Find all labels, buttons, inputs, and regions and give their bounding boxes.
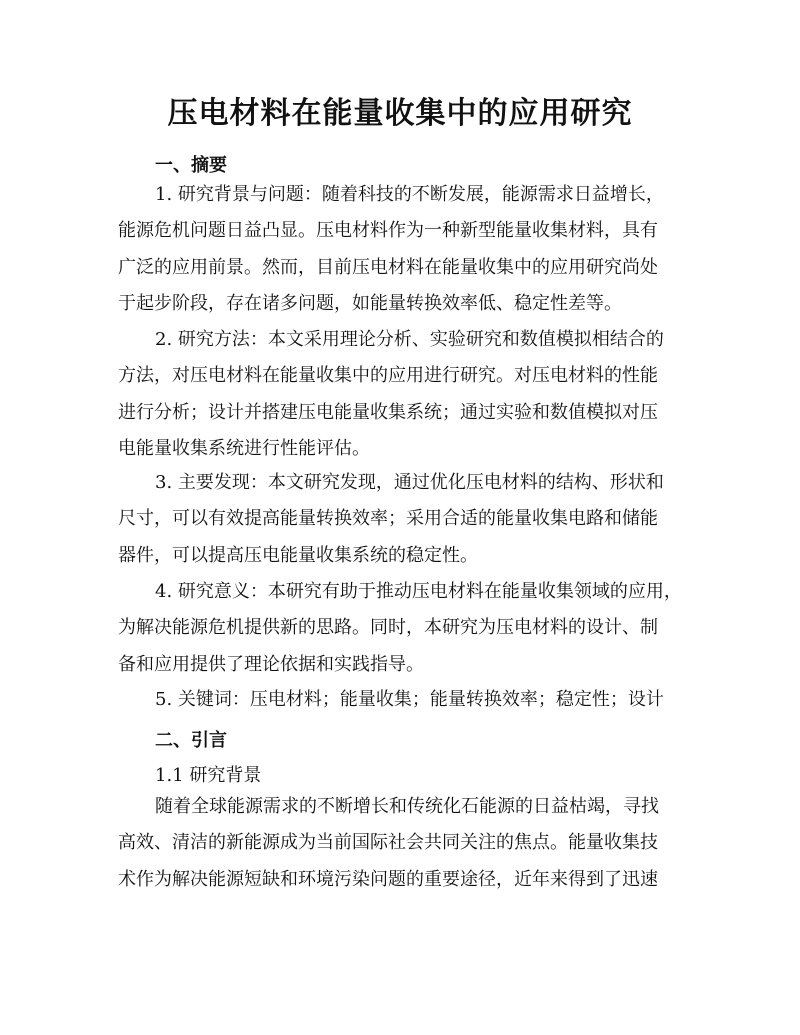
paragraph-line: 5. 关键词：压电材料；能量收集；能量转换效率；稳定性；设计 xyxy=(155,689,664,710)
paragraph-line: 随着全球能源需求的不断增长和传统化石能源的日益枯竭，寻找 xyxy=(155,796,659,817)
paragraph-line: 能源危机问题日益凸显。压电材料作为一种新型能量收集材料，具有 xyxy=(118,220,658,242)
subsection-heading: 1.1 研究背景 xyxy=(155,765,262,786)
paragraph-line: 于起步阶段，存在诸多问题，如能量转换效率低、稳定性差等。 xyxy=(118,292,622,314)
paragraph-keywords xyxy=(118,682,680,718)
paragraph-line: 4. 研究意义：本研究有助于推动压电材料在能量收集领域的应用， xyxy=(155,581,682,602)
paragraph-line: 1. 研究背景与问题：随着科技的不断发展，能源需求日益增长， xyxy=(155,184,664,205)
paragraph-line: 为解决能源危机提供新的思路。同时，本研究为压电材料的设计、制 xyxy=(118,617,658,639)
paragraph-line: 高效、清洁的新能源成为当前国际社会共同关注的焦点。能量收集技 xyxy=(118,832,658,854)
paragraph-line: 电能量收集系统进行性能评估。 xyxy=(118,437,370,459)
paragraph-introduction xyxy=(118,789,680,898)
paragraph-line: 器件，可以提高压电能量收集系统的稳定性。 xyxy=(118,544,478,566)
paragraph-line: 进行分析；设计并搭建压电能量收集系统；通过实验和数值模拟对压 xyxy=(118,401,658,423)
paragraph-line: 方法，对压电材料在能量收集中的应用进行研究。对压电材料的性能 xyxy=(118,365,658,387)
document-title: 压电材料在能量收集中的应用研究 xyxy=(167,96,633,131)
paragraph-findings xyxy=(118,465,680,574)
paragraph-background xyxy=(118,177,680,322)
paragraph-line: 尺寸，可以有效提高能量转换效率；采用合适的能量收集电路和储能 xyxy=(118,508,658,530)
paragraph-significance xyxy=(118,574,680,683)
paragraph-line: 备和应用提供了理论依据和实践指导。 xyxy=(118,653,424,675)
paragraph-line: 广泛的应用前景。然而，目前压电材料在能量收集中的应用研究尚处 xyxy=(118,256,658,278)
section-heading-abstract: 一、摘要 xyxy=(155,155,227,176)
paragraph-line: 术作为解决能源短缺和环境污染问题的重要途径，近年来得到了迅速 xyxy=(118,868,658,890)
paragraph-line: 3. 主要发现：本文研究发现，通过优化压电材料的结构、形状和 xyxy=(155,472,664,493)
section-heading-introduction: 二、引言 xyxy=(155,730,227,751)
paragraph-line: 2. 研究方法：本文采用理论分析、实验研究和数值模拟相结合的 xyxy=(155,329,664,350)
paragraph-methods xyxy=(118,322,680,467)
